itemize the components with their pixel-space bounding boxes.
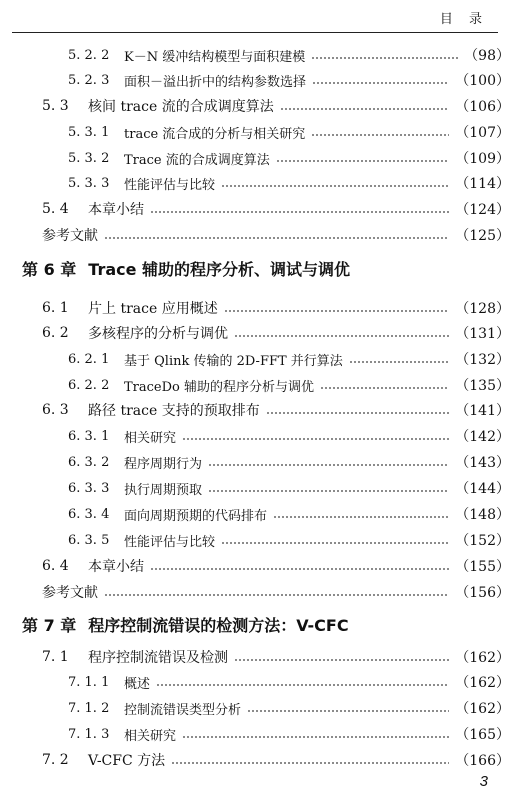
entry-number: 7. 1 bbox=[42, 649, 69, 665]
dot-leader bbox=[312, 82, 449, 84]
entry-title: V-CFC 方法 bbox=[88, 753, 166, 769]
entry-page-number: （148） bbox=[455, 507, 510, 523]
chapter-number: 第 6 章 bbox=[22, 259, 77, 279]
dot-leader bbox=[280, 108, 450, 110]
dot-leader bbox=[320, 387, 449, 389]
entry-page-number: （144） bbox=[455, 481, 510, 497]
dot-leader bbox=[221, 185, 449, 187]
entry-page-number: （124） bbox=[455, 202, 510, 218]
entry-title: 参考文献 bbox=[42, 228, 98, 244]
entry-page-number: （162） bbox=[455, 701, 510, 717]
entry-number: 7. 1. 3 bbox=[68, 726, 110, 742]
entry-number: 6. 3. 3 bbox=[68, 480, 110, 496]
entry-page-number: （132） bbox=[455, 352, 510, 368]
entry-title: TraceDo 辅助的程序分析与调优 bbox=[124, 379, 314, 395]
toc-section-entry[interactable] bbox=[0, 197, 510, 221]
entry-title: 面积－溢出折中的结构参数选择 bbox=[124, 74, 307, 90]
entry-number: 5. 3. 3 bbox=[68, 175, 110, 191]
entry-number: 6. 4 bbox=[42, 558, 69, 574]
dot-leader bbox=[156, 684, 449, 686]
chapter-title: Trace 辅助的程序分析、调试与调优 bbox=[88, 259, 351, 279]
entry-title: 多核程序的分析与调优 bbox=[88, 326, 228, 342]
entry-page-number: （98） bbox=[464, 48, 510, 64]
page-number: 3 bbox=[479, 773, 488, 790]
dot-leader bbox=[234, 335, 449, 337]
entry-page-number: （100） bbox=[455, 73, 510, 89]
entry-number: 6. 3. 5 bbox=[68, 532, 110, 548]
dot-leader bbox=[234, 659, 449, 661]
entry-title: 性能评估与比较 bbox=[124, 534, 216, 550]
entry-title: 相关研究 bbox=[124, 430, 177, 446]
entry-number: 6. 3. 1 bbox=[68, 428, 110, 444]
chapter-heading[interactable] bbox=[22, 254, 492, 282]
entry-title: 路径 trace 支持的预取排布 bbox=[88, 403, 260, 419]
dot-leader bbox=[311, 57, 458, 59]
toc-subsection-entry[interactable] bbox=[0, 696, 510, 720]
entry-number: 6. 1 bbox=[42, 300, 69, 316]
dot-leader bbox=[208, 490, 449, 492]
entry-page-number: （155） bbox=[455, 559, 510, 575]
entry-page-number: （152） bbox=[455, 533, 510, 549]
toc-entry-references[interactable] bbox=[0, 580, 510, 604]
dot-leader bbox=[224, 310, 450, 312]
entry-page-number: （114） bbox=[455, 176, 510, 192]
entry-number: 6. 3. 4 bbox=[68, 506, 110, 522]
entry-page-number: （128） bbox=[455, 301, 510, 317]
entry-title: 面向周期预期的代码排布 bbox=[124, 508, 268, 524]
entry-title: 本章小结 bbox=[88, 202, 144, 218]
entry-number: 6. 2. 2 bbox=[68, 377, 110, 393]
entry-number: 5. 4 bbox=[42, 201, 69, 217]
entry-page-number: （156） bbox=[455, 585, 510, 601]
toc-subsection-entry[interactable] bbox=[0, 68, 510, 92]
entry-title: 核间 trace 流的合成调度算法 bbox=[88, 99, 274, 115]
entry-number: 5. 3. 1 bbox=[68, 124, 110, 140]
entry-number: 6. 3. 2 bbox=[68, 454, 110, 470]
entry-page-number: （142） bbox=[455, 429, 510, 445]
dot-leader bbox=[208, 464, 449, 466]
toc-subsection-entry[interactable] bbox=[0, 43, 510, 67]
entry-title: 程序控制流错误及检测 bbox=[88, 650, 228, 666]
toc-entry-references[interactable] bbox=[0, 223, 510, 247]
entry-title: 执行周期预取 bbox=[124, 482, 203, 498]
entry-title: 概述 bbox=[124, 676, 151, 692]
entry-number: 6. 2 bbox=[42, 325, 69, 341]
dot-leader bbox=[182, 438, 449, 440]
entry-page-number: （107） bbox=[455, 125, 510, 141]
toc-section-entry[interactable] bbox=[0, 748, 510, 772]
entry-page-number: （162） bbox=[455, 675, 510, 691]
entry-page-number: （166） bbox=[455, 753, 510, 769]
dot-leader bbox=[349, 361, 449, 363]
toc-subsection-entry[interactable] bbox=[0, 722, 510, 746]
dot-leader bbox=[266, 412, 450, 414]
entry-page-number: （162） bbox=[455, 650, 510, 666]
running-header-title: 目 录 bbox=[439, 12, 488, 27]
entry-number: 6. 2. 1 bbox=[68, 351, 110, 367]
toc-section-entry[interactable] bbox=[0, 645, 510, 669]
toc-section-entry[interactable] bbox=[0, 94, 510, 118]
toc-section-entry[interactable] bbox=[0, 554, 510, 578]
toc-subsection-entry[interactable] bbox=[0, 120, 510, 144]
entry-title: Trace 流的合成调度算法 bbox=[124, 152, 270, 168]
toc-subsection-entry[interactable] bbox=[0, 146, 510, 170]
toc-section-entry[interactable] bbox=[0, 296, 510, 320]
toc-subsection-entry[interactable] bbox=[0, 528, 510, 552]
entry-page-number: （165） bbox=[455, 727, 510, 743]
dot-leader bbox=[150, 211, 449, 213]
entry-title: 性能评估与比较 bbox=[124, 177, 216, 193]
toc-section-entry[interactable] bbox=[0, 398, 510, 422]
dot-leader bbox=[247, 710, 449, 712]
toc-subsection-entry[interactable] bbox=[0, 476, 510, 500]
entry-number: 7. 1. 2 bbox=[68, 700, 110, 716]
entry-page-number: （143） bbox=[455, 455, 510, 471]
entry-page-number: （135） bbox=[455, 378, 510, 394]
entry-title: 控制流错误类型分析 bbox=[124, 702, 242, 718]
dot-leader bbox=[182, 736, 449, 738]
entry-number: 7. 2 bbox=[42, 752, 69, 768]
entry-page-number: （125） bbox=[455, 228, 510, 244]
dot-leader bbox=[273, 516, 449, 518]
chapter-title: 程序控制流错误的检测方法：V-CFC bbox=[88, 615, 349, 635]
dot-leader bbox=[104, 237, 449, 239]
entry-page-number: （109） bbox=[455, 151, 510, 167]
entry-title: trace 流合成的分析与相关研究 bbox=[124, 126, 306, 142]
dot-leader bbox=[150, 568, 449, 570]
dot-leader bbox=[311, 134, 449, 136]
toc-subsection-entry[interactable] bbox=[0, 171, 510, 195]
entry-number: 5. 2. 3 bbox=[68, 72, 110, 88]
entry-title: 片上 trace 应用概述 bbox=[88, 301, 218, 317]
toc-section-entry[interactable] bbox=[0, 321, 510, 345]
chapter-heading[interactable] bbox=[22, 610, 492, 638]
entry-number: 5. 2. 2 bbox=[68, 47, 110, 63]
toc-subsection-entry[interactable] bbox=[0, 502, 510, 526]
entry-title: 参考文献 bbox=[42, 585, 98, 601]
chapter-number: 第 7 章 bbox=[22, 615, 77, 635]
entry-page-number: （141） bbox=[455, 403, 510, 419]
dot-leader bbox=[276, 160, 450, 162]
entry-title: 相关研究 bbox=[124, 728, 177, 744]
toc-subsection-entry[interactable] bbox=[0, 450, 510, 474]
entry-title: K－N 缓冲结构模型与面积建模 bbox=[124, 49, 306, 65]
entry-number: 6. 3 bbox=[42, 402, 69, 418]
entry-number: 7. 1. 1 bbox=[68, 674, 110, 690]
toc-subsection-entry[interactable] bbox=[0, 424, 510, 448]
toc-subsection-entry[interactable] bbox=[0, 373, 510, 397]
dot-leader bbox=[171, 762, 449, 764]
entry-title: 本章小结 bbox=[88, 559, 144, 575]
dot-leader bbox=[104, 594, 449, 596]
entry-page-number: （106） bbox=[455, 99, 510, 115]
entry-page-number: （131） bbox=[455, 326, 510, 342]
toc-subsection-entry[interactable] bbox=[0, 670, 510, 694]
entry-number: 5. 3 bbox=[42, 98, 69, 114]
entry-number: 5. 3. 2 bbox=[68, 150, 110, 166]
entry-title: 基于 Qlink 传输的 2D-FFT 并行算法 bbox=[124, 353, 343, 369]
dot-leader bbox=[221, 542, 449, 544]
toc-subsection-entry[interactable] bbox=[0, 347, 510, 371]
entry-title: 程序周期行为 bbox=[124, 456, 203, 472]
